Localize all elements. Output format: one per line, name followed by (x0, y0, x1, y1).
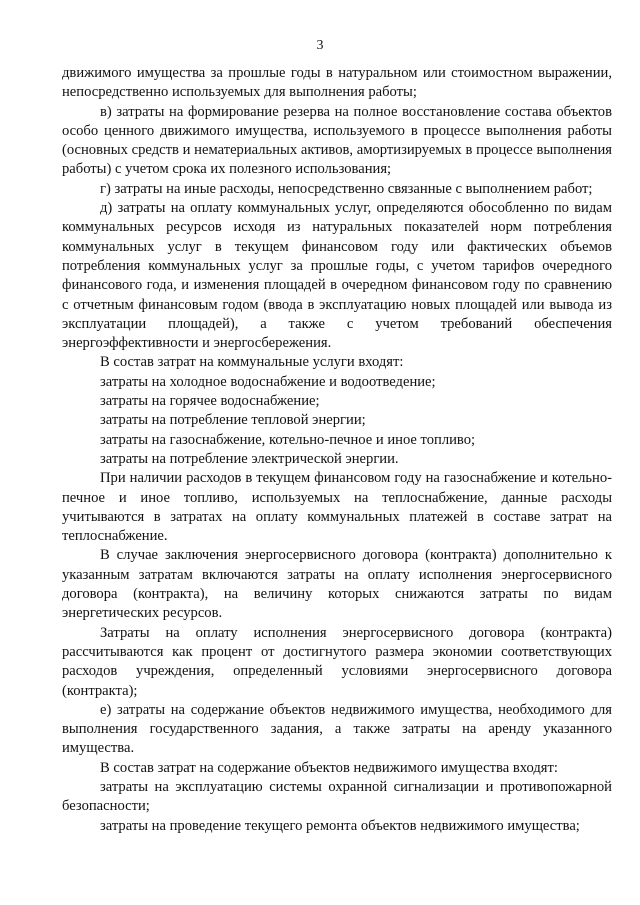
body-paragraph: д) затраты на оплату коммунальных услуг, определяются обособленно по видам коммунальных ресурсов исходя из натуральных показателей норм потребления коммунальных услуг в текущем финансовом году или фактических объемов потребления коммунальных услуг за прошлые годы, с учетом тарифов очередного финансового года, и изменения площадей в очередном финансовом году по сравнению с отчетным финансовым годом (ввода в эксплуатацию новых площадей или вывода из эксплуатации площадей), а также с учетом требований обеспечения энергоэффективности и энергосбережения. (62, 200, 612, 352)
body-paragraph: Затраты на оплату исполнения энергосервисного договора (контракта) рассчитываются как процент от достигнутого размера экономии соответствующих расходов учреждения, определенный условиями энергосервисного договора (контракта); (62, 624, 612, 699)
body-paragraph: затраты на горячее водоснабжение; (100, 393, 320, 410)
body-paragraph: затраты на потребление электрической энергии. (100, 450, 399, 467)
body-paragraph: движимого имущества за прошлые годы в натуральном или стоимостном выражении, непосредственно используемых для выполнения работы; (62, 65, 612, 101)
body-paragraph: затраты на газоснабжение, котельно-печное и иное топливо; (100, 431, 476, 448)
body-paragraph: В состав затрат на коммунальные услуги входят: (100, 354, 404, 371)
body-paragraph: затраты на холодное водоснабжение и водоотведение; (100, 373, 436, 390)
body-paragraph: При наличии расходов в текущем финансовом году на газоснабжение и котельно-печное и иное топливо, используемых на теплоснабжение, данные расходы учитываются в затратах на оплату коммунальных платежей в составе затрат на теплоснабжение. (62, 470, 612, 545)
body-paragraph: в) затраты на формирование резерва на полное восстановление состава объектов особо ценного движимого имущества, используемого в процессе выполнения работы (основных средств и нематериальных активов, амортизируемых в процессе выполнения работы) с учетом срока их полезного использования; (62, 103, 612, 178)
page-number: 3 (316, 38, 324, 53)
body-paragraph: В случае заключения энергосервисного договора (контракта) дополнительно к указанным затратам включаются затраты на оплату исполнения энергосервисного договора (контракта), на величину которых снижаются затраты по видам энергетических ресурсов. (62, 547, 612, 622)
body-paragraph: затраты на эксплуатацию системы охранной сигнализации и противопожарной безопасности; (62, 778, 612, 815)
body-paragraph: е) затраты на содержание объектов недвижимого имущества, необходимого для выполнения государственного задания, а также затраты на аренду указанного имущества. (62, 701, 612, 757)
document-body (62, 64, 612, 836)
body-paragraph: затраты на потребление тепловой энергии; (100, 412, 366, 429)
body-paragraph: г) затраты на иные расходы, непосредственно связанные с выполнением работ; (100, 180, 593, 197)
body-paragraph: В состав затрат на содержание объектов недвижимого имущества входят: (100, 759, 558, 776)
body-paragraph: затраты на проведение текущего ремонта объектов недвижимого имущества; (100, 817, 580, 834)
